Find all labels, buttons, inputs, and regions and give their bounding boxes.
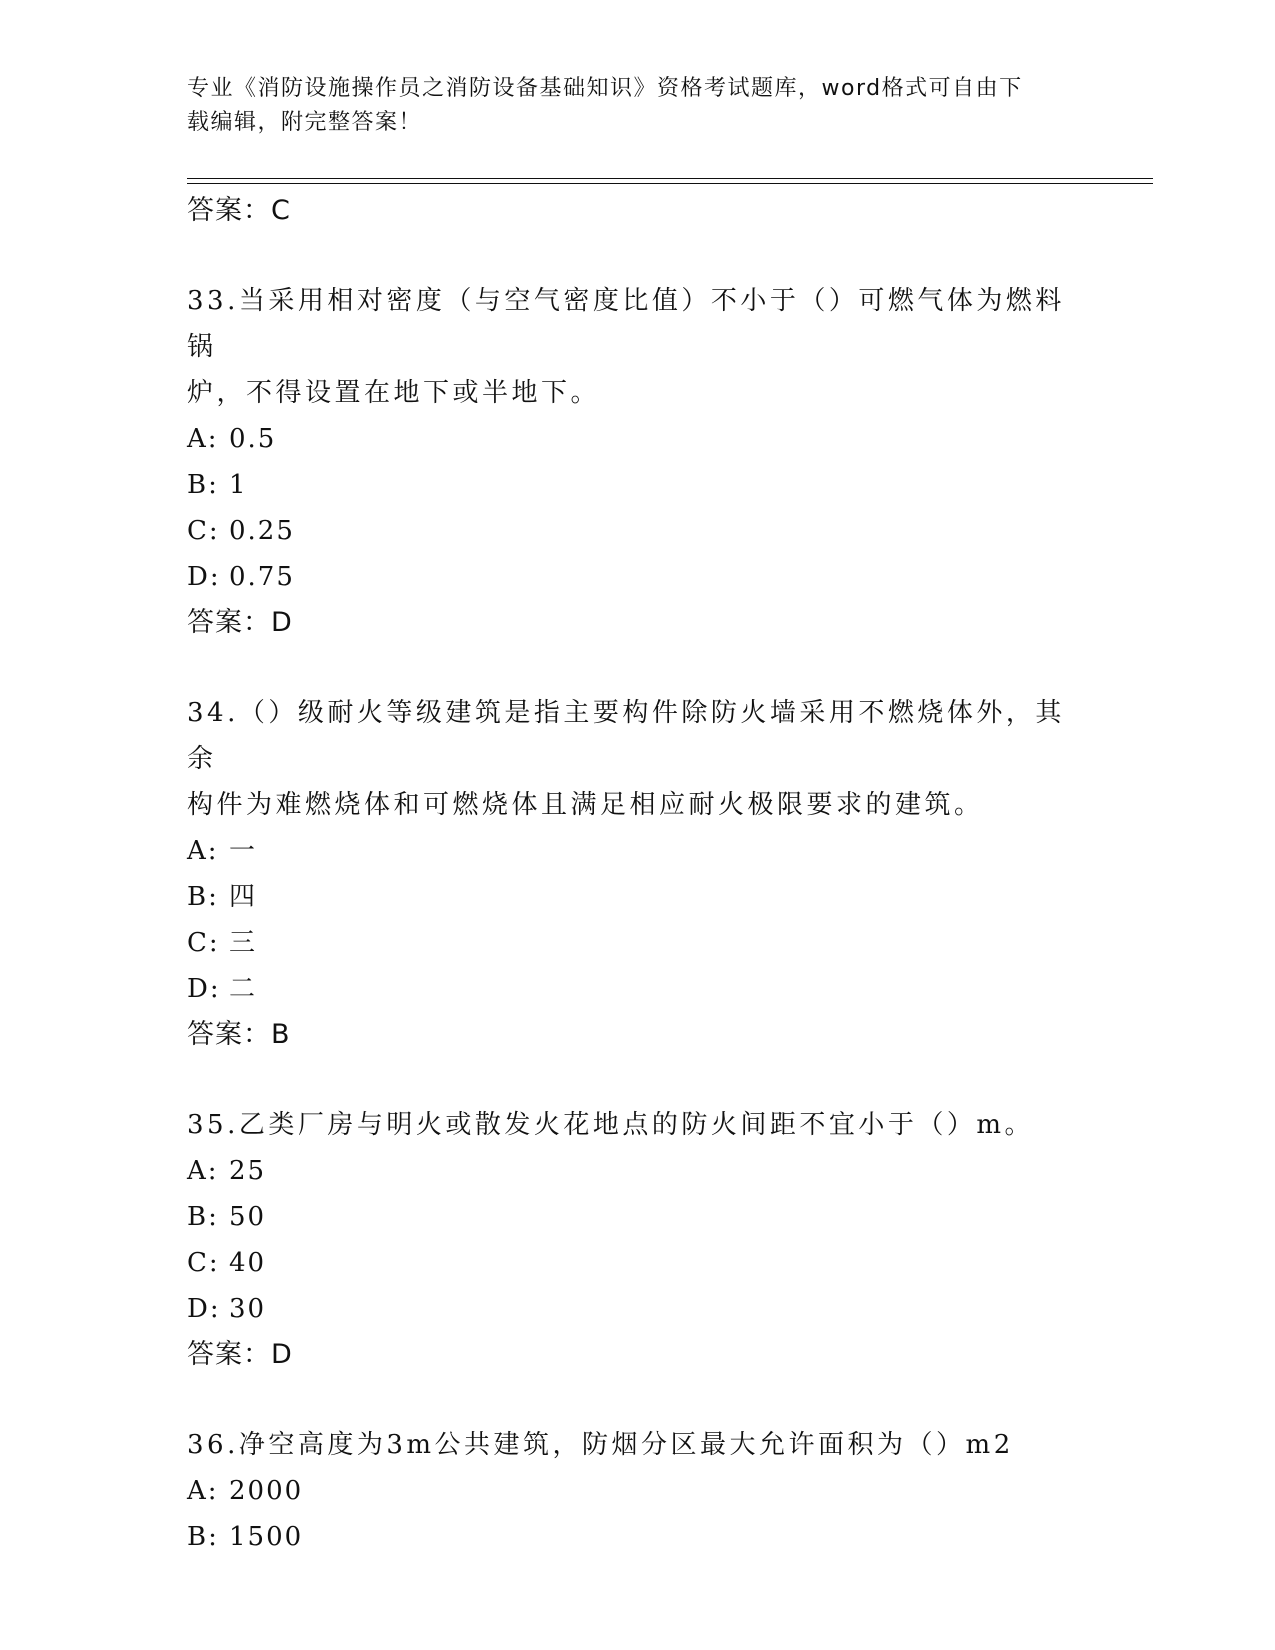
option-text: 1 <box>229 470 248 500</box>
answer-line: 答案：D <box>187 607 293 638</box>
question-stem-line: 构件为难燃烧体和可燃烧体且满足相应耐火极限要求的建筑。 <box>187 790 984 820</box>
option-letter: B: <box>187 1202 219 1232</box>
header-line-1: 专业《消防设施操作员之消防设备基础知识》资格考试题库，word格式可自由下 <box>187 76 1023 101</box>
option-text: 1500 <box>229 1522 304 1552</box>
question-item <box>187 1422 1087 1560</box>
option-b <box>187 1514 1087 1560</box>
option-letter: C: <box>187 928 220 958</box>
option-d <box>187 554 1087 600</box>
question-stem <box>187 690 1087 828</box>
option-letter: D: <box>187 974 221 1004</box>
option-b <box>187 462 1087 508</box>
answer-line: 答案：B <box>187 1019 291 1050</box>
option-text: 30 <box>229 1294 267 1324</box>
question-stem-line: 35.乙类厂房与明火或散发火花地点的防火间距不宜小于（）m。 <box>187 1110 1035 1140</box>
question-item <box>187 1102 1087 1378</box>
option-text: 0.75 <box>229 562 295 592</box>
option-a <box>187 1468 1087 1514</box>
option-b <box>187 1194 1087 1240</box>
option-letter: C: <box>187 1248 220 1278</box>
option-c <box>187 508 1087 554</box>
option-a <box>187 416 1087 462</box>
option-text: 0.5 <box>229 424 277 454</box>
previous-answer: 答案：C <box>187 195 291 226</box>
question-item <box>187 278 1087 646</box>
option-d <box>187 966 1087 1012</box>
header-line-2: 载编辑，附完整答案！ <box>187 110 423 135</box>
option-letter: D: <box>187 1294 221 1324</box>
option-a <box>187 1148 1087 1194</box>
option-letter: B: <box>187 1522 219 1552</box>
option-text: 50 <box>229 1202 267 1232</box>
question-item <box>187 690 1087 1058</box>
option-text: 0.25 <box>229 516 295 546</box>
header-divider-second <box>187 183 1153 184</box>
option-c <box>187 1240 1087 1286</box>
option-letter: A: <box>187 1156 219 1186</box>
question-list <box>187 188 1087 1560</box>
option-text: 二 <box>229 974 258 1004</box>
question-stem <box>187 1102 1087 1148</box>
question-stem <box>187 1422 1087 1468</box>
option-letter: B: <box>187 470 219 500</box>
option-text: 2000 <box>229 1476 304 1506</box>
option-text: 三 <box>229 928 258 958</box>
question-stem-line: 34.（）级耐火等级建筑是指主要构件除防火墙采用不燃烧体外，其余 <box>187 698 1065 774</box>
option-d <box>187 1286 1087 1332</box>
question-stem-line: 36.净空高度为3m公共建筑，防烟分区最大允许面积为（）m2 <box>187 1430 1014 1460</box>
header-divider <box>187 178 1153 179</box>
option-letter: B: <box>187 882 219 912</box>
question-stem-line: 33.当采用相对密度（与空气密度比值）不小于（）可燃气体为燃料锅 <box>187 286 1065 362</box>
option-c <box>187 920 1087 966</box>
option-letter: A: <box>187 424 219 454</box>
question-stem <box>187 278 1087 416</box>
option-letter: A: <box>187 836 219 866</box>
option-letter: C: <box>187 516 220 546</box>
option-b <box>187 874 1087 920</box>
option-text: 一 <box>229 836 258 866</box>
option-text: 40 <box>229 1248 267 1278</box>
option-letter: D: <box>187 562 221 592</box>
option-text: 四 <box>229 882 258 912</box>
page-header <box>187 72 1067 140</box>
option-a <box>187 828 1087 874</box>
option-text: 25 <box>229 1156 267 1186</box>
question-stem-line: 炉，不得设置在地下或半地下。 <box>187 378 601 408</box>
option-letter: A: <box>187 1476 219 1506</box>
answer-line: 答案：D <box>187 1339 293 1370</box>
